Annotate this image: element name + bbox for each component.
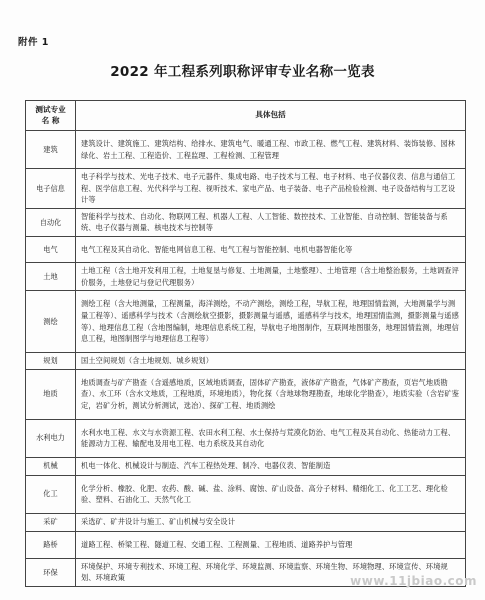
table-row	[26, 208, 466, 236]
row-category: 规划	[26, 353, 76, 370]
row-category: 测绘	[26, 291, 76, 353]
row-category: 电气	[26, 236, 76, 262]
row-category: 地质	[26, 369, 76, 419]
row-content: 建筑设计、建筑施工、建筑结构、给排水、建筑电气、暖通工程、市政工程、燃气工程、建筑材料、装饰装修、园林绿化、岩土工程、工程造价、工程监理、工程检测、工程管理	[76, 131, 466, 169]
row-content: 电气工程及其自动化、智能电网信息工程、电气工程与智能控制、电机电器智能化等	[76, 236, 466, 262]
row-category: 化工	[26, 475, 76, 513]
row-content: 智能科学与技术、自动化、物联网工程、机器人工程、人工智能、数控技术、工业智能、自动控制、智能装备与系统、电子仪器与测量、核电技术与控制等	[76, 208, 466, 236]
row-category: 电子信息	[26, 169, 76, 209]
header-category-line1: 测试专业	[35, 105, 66, 114]
row-content: 水利水电工程、水文与水资源工程、农田水利工程、水土保持与荒漠化防治、电气工程及其自动化、热能动力工程、能源动力工程、输配电及用电工程、电力系统及其自动化	[76, 419, 466, 457]
row-category: 水利电力	[26, 419, 76, 457]
table-row	[26, 475, 466, 513]
specialty-table	[25, 100, 466, 587]
table-row	[26, 457, 466, 475]
table-row	[26, 419, 466, 457]
row-content: 机电一体化、机械设计与制造、汽车工程热处理、制冷、电器仪表、智能制造	[76, 457, 466, 475]
table-row	[26, 169, 466, 209]
table-row	[26, 131, 466, 169]
row-category: 建筑	[26, 131, 76, 169]
row-content: 道路工程、桥梁工程、隧道工程、交通工程、工程测量、工程地质、道路养护与管理	[76, 531, 466, 558]
row-content: 化学分析、橡胶、化肥、农药、酸、碱、盐、涂料、腐蚀、矿山设备、高分子材料、精细化工、化工工艺、理化检验、塑料、石油化工、天然气化工	[76, 475, 466, 513]
table-row	[26, 531, 466, 558]
row-category: 采矿	[26, 513, 76, 531]
row-content: 采选矿、矿井设计与施工、矿山机械与安全设计	[76, 513, 466, 531]
document-title: 2022 年工程系列职称评审专业名称一览表	[110, 64, 375, 80]
attachment-label: 附件 1	[18, 37, 49, 48]
row-content: 测绘工程（含大地测量，工程测量，海洋测绘，不动产测绘，测绘工程，导航工程，地理国情监测，大地测量学与测量工程等）、遥感科学与技术（含测绘航空摄影，摄影测量与遥感，遥感科学与技术，地理国情监测，摄影测量与遥感等）、地理信息工程（含地图编制，地理信息系统工程，导航电子地图制作，互联网地图服务，地理国情监测，地理信息工程，地图制图学与地理信息工程等）	[76, 291, 466, 353]
table-body	[26, 131, 466, 587]
table-row	[26, 513, 466, 531]
row-category: 路桥	[26, 531, 76, 558]
row-category: 自动化	[26, 208, 76, 236]
table-row	[26, 353, 466, 370]
row-content: 环境保护、环境专利技术、环境工程、环境化学、环境监测、环境监察、环境生物、环境物理、环境宣传、环境规划、环境政策	[76, 558, 466, 586]
row-content: 地质调查与矿产勘查（含遥感地质，区域地质调查，固体矿产勘查，液体矿产勘查，气体矿产勘查，页岩气地质勘查）、水工环（含水文地质，工程地质，环境地质），物化探（含地球物理勘查，地球化学勘查），地质实验（含岩矿鉴定，岩矿分析，测试分析测试，选冶）、探矿工程、地质测绘	[76, 369, 466, 419]
table-row	[26, 291, 466, 353]
row-content: 国土空间规划（含土地规划、城乡规划）	[76, 353, 466, 370]
row-content: 电子科学与技术、光电子技术、电子元器件、集成电路、电子技术与工程、电子材料、电子仪器仪表、信息与通信工程、医学信息工程、光代科学与工程、视听技术、家电产品、电子装备、电子产品检验检测、电子设备结构与工艺设计等	[76, 169, 466, 209]
header-content: 具体包括	[76, 101, 466, 131]
table-row	[26, 262, 466, 290]
table-row	[26, 236, 466, 262]
watermark-text: www.11jbiao.com	[350, 574, 477, 588]
table-row	[26, 369, 466, 419]
row-category: 土地	[26, 262, 76, 290]
row-category: 机械	[26, 457, 76, 475]
header-category	[26, 101, 76, 131]
header-category-line2: 名 称	[41, 115, 60, 125]
row-content: 土地工程（含土地开发利用工程，土地复垦与修复、土地测量，土地整理）、土地管理（含土地整治服务，土地调查评价服务，土地登记与登记代理服务）	[76, 262, 466, 290]
table-header-row	[26, 101, 466, 131]
row-category: 环保	[26, 558, 76, 586]
